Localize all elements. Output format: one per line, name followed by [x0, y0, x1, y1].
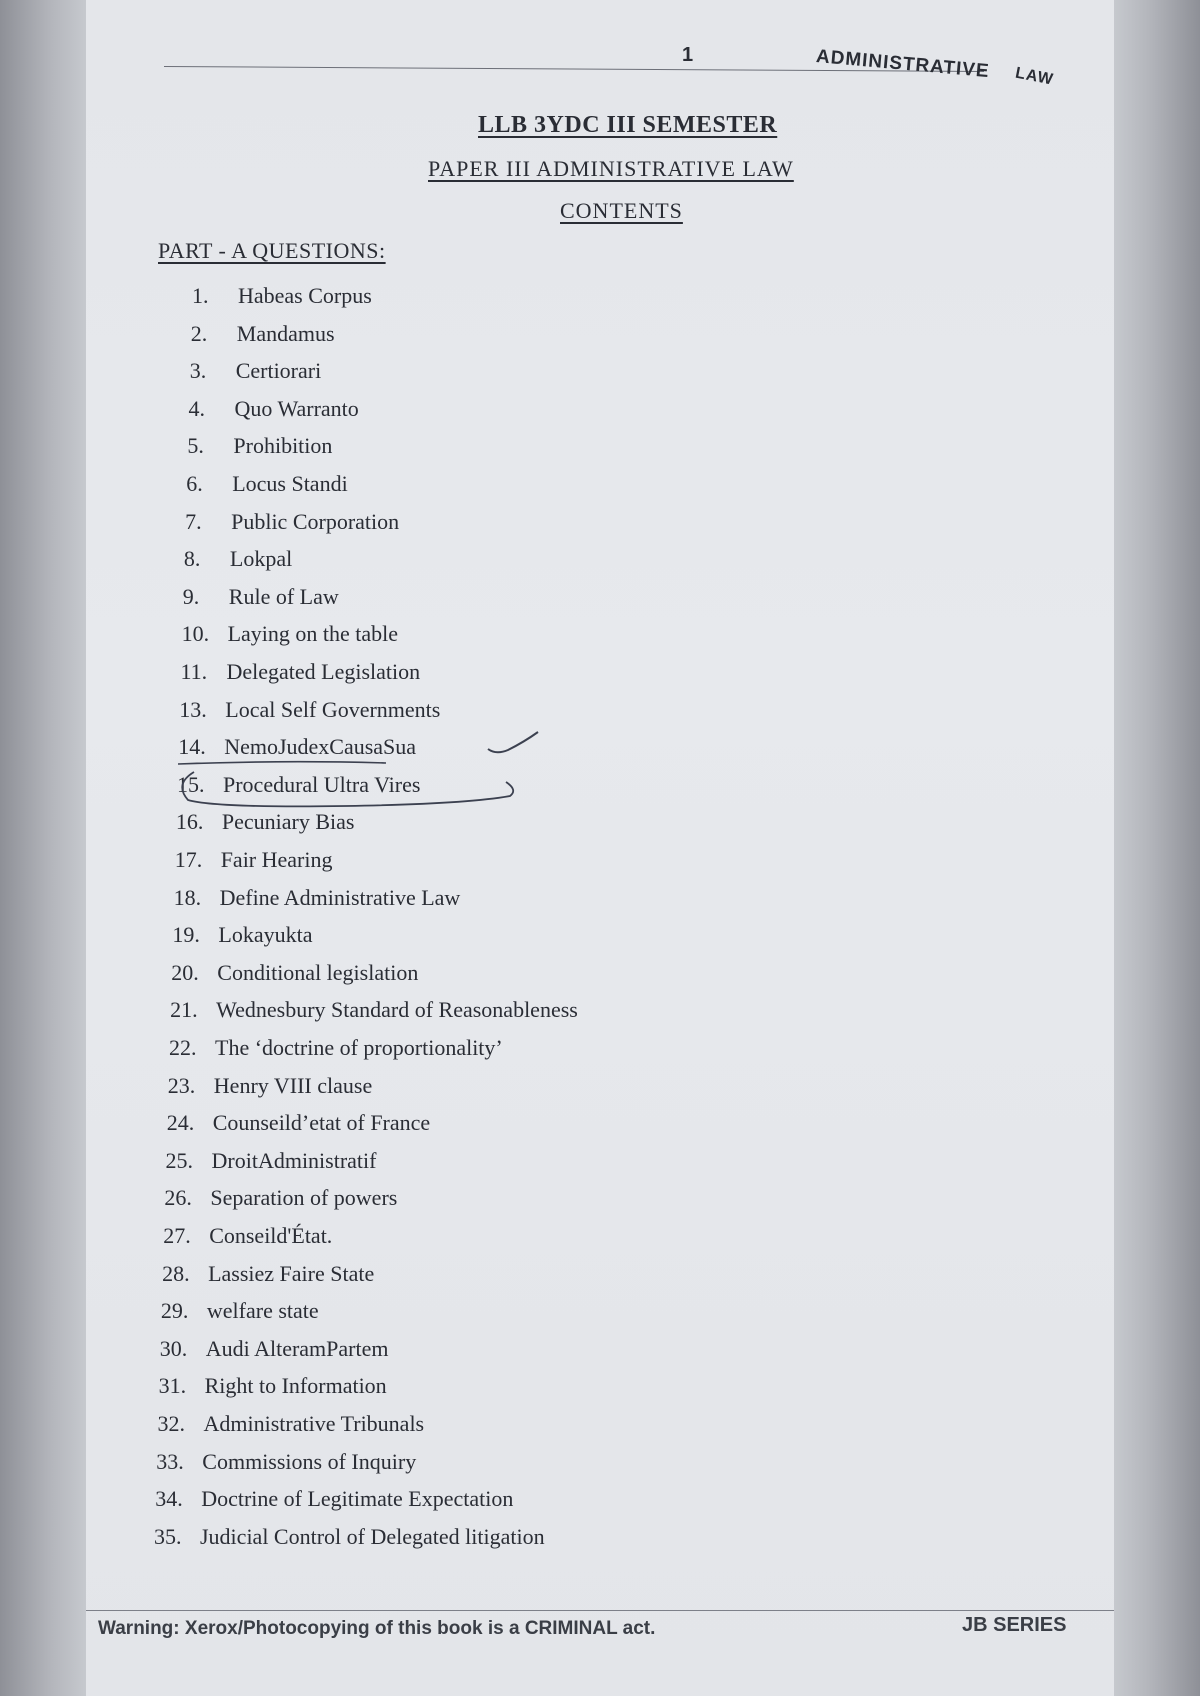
item-number: 18.: [173, 884, 202, 910]
item-title: Judicial Control of Delegated litigation: [200, 1523, 545, 1549]
item-number: 6.: [186, 471, 203, 496]
item-number: 7.: [185, 508, 202, 534]
item-title: Audi AlteramPartem: [205, 1335, 389, 1361]
contents-item: [184, 546, 292, 572]
item-title: Wednesbury Standard of Reasonableness: [216, 997, 578, 1023]
contents-item: [160, 1336, 389, 1362]
item-number: 28.: [162, 1260, 190, 1286]
contents-item: [185, 509, 399, 535]
item-number: 27.: [163, 1223, 191, 1248]
footer-warning: Warning: Xerox/Photocopying of this book is a CRIMINAL act.: [98, 1618, 656, 1639]
item-title: Conseild'État.: [209, 1223, 333, 1248]
item-number: 3.: [189, 358, 207, 384]
item-title: Define Administrative Law: [219, 884, 461, 910]
running-head: [815, 46, 1055, 89]
item-title: The ‘doctrine of proportionality’: [215, 1035, 503, 1060]
item-title: Prohibition: [233, 433, 333, 459]
contents-item: [186, 471, 348, 497]
item-number: 21.: [170, 997, 198, 1023]
contents-item: [182, 621, 398, 647]
page-edge-right: [1114, 0, 1200, 1696]
item-title: Doctrine of Legitimate Expectation: [201, 1486, 514, 1512]
item-number: 4.: [188, 395, 205, 421]
item-number: 29.: [160, 1298, 189, 1324]
item-number: 24.: [166, 1110, 195, 1136]
contents-item: [168, 1073, 372, 1099]
item-title: Conditional legislation: [217, 959, 419, 985]
contents-item: [161, 1298, 319, 1324]
item-title: Locus Standi: [232, 471, 348, 496]
item-number: 19.: [172, 922, 200, 948]
item-number: 26.: [164, 1185, 192, 1211]
item-title: Delegated Legislation: [226, 659, 421, 684]
item-number: 9.: [182, 583, 200, 609]
item-number: 16.: [175, 809, 204, 835]
item-title: Separation of powers: [210, 1185, 398, 1211]
item-number: 15.: [177, 771, 205, 797]
contents-item: [177, 772, 420, 798]
item-title: Habeas Corpus: [238, 283, 372, 308]
item-number: 8.: [183, 546, 201, 572]
contents-item: [183, 584, 339, 610]
item-number: 20.: [171, 959, 199, 985]
footer-series: JB SERIES: [962, 1614, 1067, 1636]
contents-item: [164, 1185, 397, 1211]
item-title: Counseild’etat of France: [212, 1110, 431, 1136]
running-head-law: LAW: [1013, 64, 1056, 89]
item-title: Commissions of Inquiry: [202, 1448, 417, 1474]
contents-item: [163, 1223, 332, 1249]
underline-mark: [178, 762, 386, 764]
item-title: Right to Information: [204, 1373, 387, 1399]
item-number: 10.: [181, 621, 210, 647]
item-title: Local Self Governments: [225, 696, 441, 722]
contents-item: [166, 1148, 377, 1174]
item-title: Pecuniary Bias: [221, 809, 355, 835]
contents-item: [191, 321, 335, 347]
item-number: 11.: [180, 659, 208, 684]
item-number: 22.: [169, 1035, 197, 1060]
item-number: 5.: [187, 433, 204, 459]
contents-item: [169, 1035, 503, 1061]
item-number: 33.: [156, 1448, 184, 1474]
item-title: Lokayukta: [218, 922, 313, 948]
contents-item: [181, 659, 421, 685]
item-title: Administrative Tribunals: [203, 1411, 425, 1436]
page-edge-left: [0, 0, 86, 1696]
item-title: welfare state: [206, 1298, 319, 1324]
item-title: Lokpal: [229, 546, 293, 572]
contents-item: [172, 922, 312, 948]
contents-item: [175, 847, 333, 873]
contents-item: [192, 283, 372, 309]
contents-item: [167, 1110, 431, 1136]
item-number: 1.: [192, 283, 209, 308]
item-number: 35.: [154, 1523, 182, 1549]
contents-item: [178, 734, 416, 760]
part-a-heading: PART - A QUESTIONS:: [158, 238, 386, 263]
item-number: 32.: [157, 1411, 185, 1436]
contents-item: [158, 1411, 425, 1437]
contents-item: [179, 697, 440, 723]
item-title: Quo Warranto: [234, 395, 359, 421]
item-title: Procedural Ultra Vires: [223, 771, 421, 797]
item-number: 31.: [158, 1373, 187, 1399]
footer-rule: [86, 1610, 1114, 1611]
item-title: Laying on the table: [227, 621, 399, 647]
item-title: Fair Hearing: [220, 847, 333, 872]
item-title: NemoJudexCausaSua: [224, 734, 417, 760]
contents-heading: CONTENTS: [560, 198, 683, 223]
item-number: 17.: [174, 847, 203, 872]
contents-item: [156, 1449, 416, 1475]
item-title: Rule of Law: [228, 583, 339, 609]
contents-item: [155, 1486, 513, 1512]
contents-item: [154, 1524, 545, 1550]
contents-item: [170, 997, 578, 1023]
item-number: 34.: [155, 1486, 183, 1512]
item-title: Mandamus: [236, 320, 335, 346]
contents-item: [189, 396, 359, 422]
item-number: 14.: [178, 734, 206, 760]
contents-item: [190, 358, 322, 384]
document-page: [86, 0, 1114, 1696]
contents-item: [176, 809, 355, 835]
contents-item: [171, 960, 418, 986]
item-title: Lassiez Faire State: [208, 1260, 375, 1286]
running-head-title: ADMINISTRATIVE: [815, 46, 991, 83]
contents-item: [162, 1261, 374, 1287]
contents-item: [159, 1373, 387, 1399]
item-number: 23.: [167, 1072, 196, 1098]
item-number: 25.: [165, 1147, 193, 1173]
contents-item: [187, 433, 332, 459]
contents-item: [174, 885, 461, 911]
item-title: DroitAdministratif: [211, 1147, 377, 1173]
course-title: LLB 3YDC III SEMESTER: [478, 112, 778, 138]
check-mark: [488, 732, 538, 752]
page-number: 1: [682, 44, 694, 66]
item-title: Henry VIII clause: [213, 1072, 373, 1098]
item-number: 30.: [159, 1335, 188, 1361]
item-number: 13.: [179, 696, 207, 722]
paper-title: PAPER III ADMINISTRATIVE LAW: [428, 156, 794, 181]
item-title: Public Corporation: [231, 508, 400, 534]
item-number: 2.: [190, 320, 208, 346]
item-title: Certiorari: [235, 358, 322, 384]
